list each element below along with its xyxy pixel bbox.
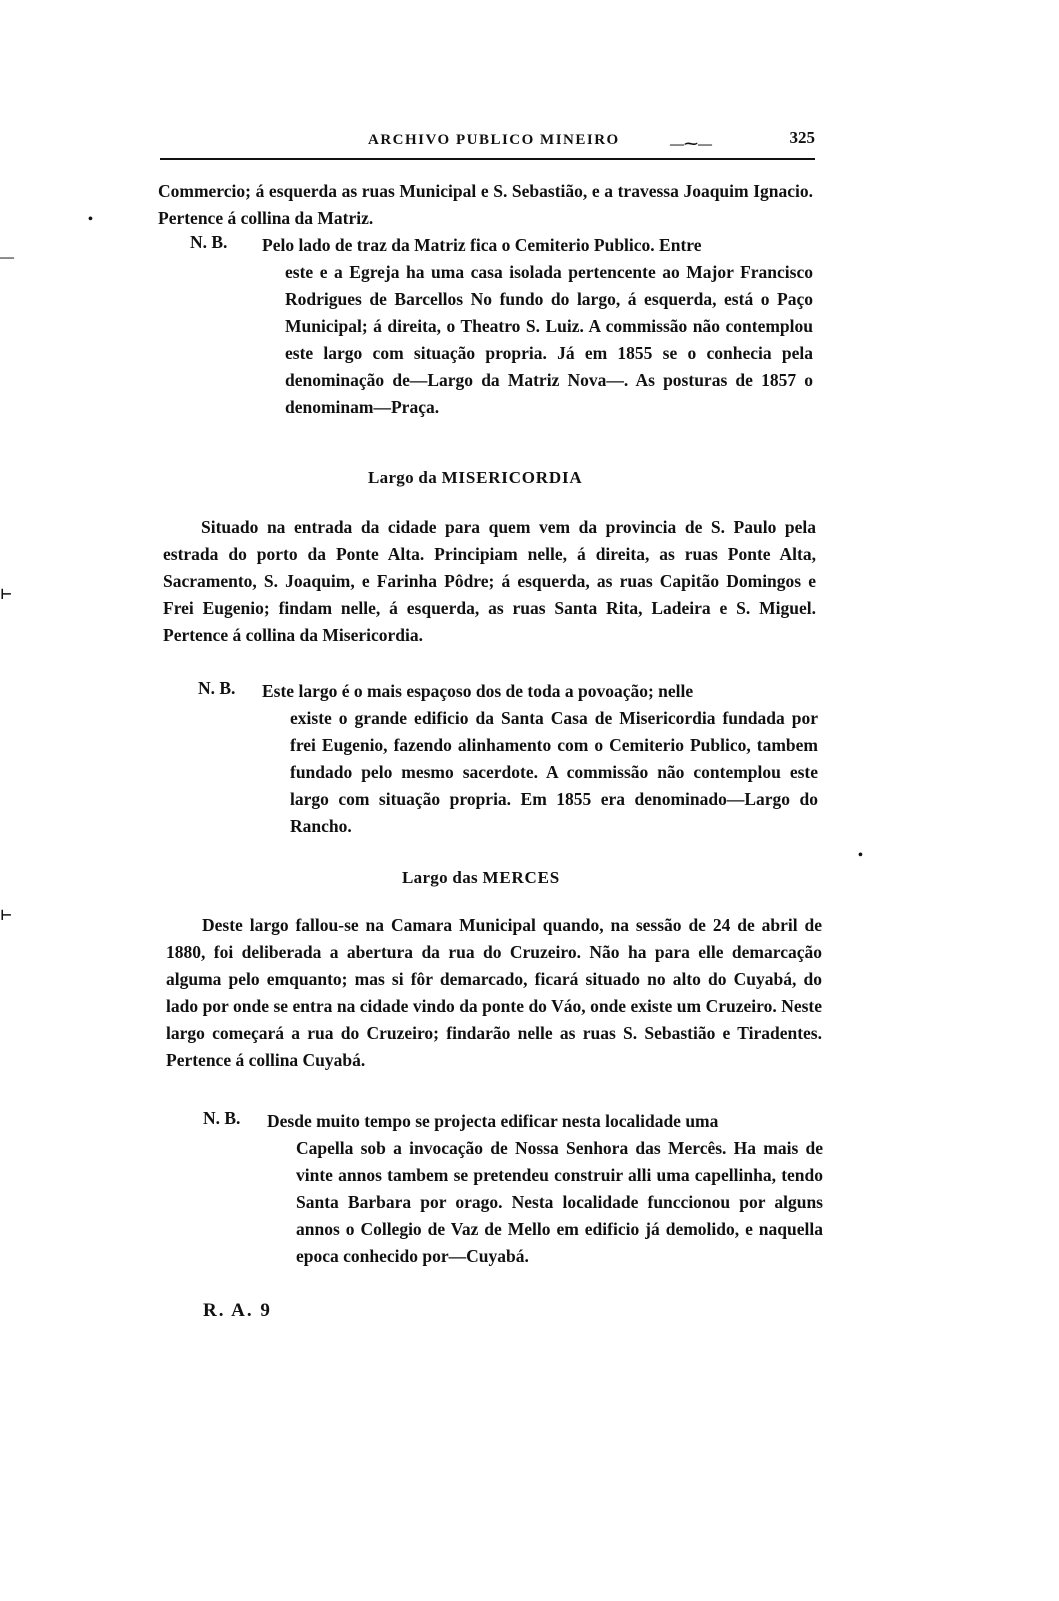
section-heading-merces: [402, 868, 560, 888]
nb-label: N. B.: [190, 232, 228, 252]
nb-first-line: Pelo lado de traz da Matriz fica o Cemiterio Publico. Entre: [262, 235, 702, 255]
margin-mark-icon: ⊢: [0, 909, 13, 924]
nb-first-line: Desde muito tempo se projecta edificar nesta localidade uma: [267, 1111, 719, 1131]
misericordia-paragraph: Situado na entrada da cidade para quem vem da provincia de S. Paulo pela estrada do porto da Ponte Alta. Principiam nelle, á direita, as ruas Ponte Alta, Sacramento, S. Joaquim, e Farinha Pôdre; á esquerda, as ruas Capitão Domingos e Frei Eugenio; findam nelle, á esquerda, as ruas Santa Rita, Ladeira e S. Miguel. Pertence á collina da Misericordia.: [163, 517, 816, 645]
nb-label: N. B.: [198, 678, 236, 698]
running-title: ARCHIVO PUBLICO MINEIRO: [368, 132, 620, 148]
nb-paragraph: este e a Egreja ha uma casa isolada pertencente ao Major Francisco Rodrigues de Barcellos No fundo do largo, á esquerda, está o Paço Municipal; á direita, o Theatro S. Luiz. A commissão não contemplou este largo com situação propria. Já em 1855 se o conhecia pela denominação de—Largo da Matriz Nova—. As posturas de 1857 o denominam—Praça.: [285, 262, 813, 417]
merces-paragraph: Deste largo fallou-se na Camara Municipal quando, na sessão de 24 de abril de 1880, foi deliberada a abertura da rua do Cruzeiro. Não ha para elle demarcação alguma pelo emquanto; mas si fôr demarcado, ficará situado no alto do Cuyabá, do lado por onde se entra na cidade vindo da ponte do Váo, onde existe um Cruzeiro. Neste largo começará a rua do Cruzeiro; findarão nelle as ruas S. Sebastião e Tiradentes. Pertence á collina Cuyabá.: [166, 915, 822, 1070]
section-heading-misericordia: [368, 468, 582, 488]
margin-dot-icon: •: [88, 212, 93, 227]
margin-dot-icon: •: [858, 848, 863, 863]
intro-paragraph: Commercio; á esquerda as ruas Municipal e S. Sebastião, e a travessa Joaquim Ignacio. Pertence á collina da Matriz.: [158, 181, 813, 228]
heading-prefix: Largo da: [368, 468, 437, 487]
margin-mark-icon: —: [0, 250, 14, 265]
heading-prefix: Largo das: [402, 868, 478, 887]
page-number: 325: [789, 128, 815, 147]
margin-mark-icon: ⊢: [0, 588, 13, 603]
header-rule: [160, 158, 815, 160]
nb-label: N. B.: [203, 1108, 241, 1128]
nb-first-line: Este largo é o mais espaçoso dos de toda a povoação; nelle: [262, 681, 694, 701]
nb-paragraph: Capella sob a invocação de Nossa Senhora das Mercês. Ha mais de vinte annos tambem se pretendeu construir alli uma capellinha, tendo Santa Barbara por orago. Nesta localidade funccionou por alguns annos o Collegio de Vaz de Mello em edificio já demolido, e naquella epoca conhecido por—Cuyabá.: [296, 1138, 823, 1266]
heading-name: MERCES: [482, 868, 561, 887]
page-header: [160, 128, 815, 158]
nb-paragraph: existe o grande edificio da Santa Casa de Misericordia fundada por frei Eugenio, fazendo alinhamento com o Cemiterio Publico, tambem fundado pelo mesmo sacerdote. A commissão não contemplou este largo com situação propria. Em 1855 era denominado—Largo do Rancho.: [290, 708, 818, 836]
signature-mark: R. A. 9: [203, 1300, 272, 1321]
heading-name: MISERICORDIA: [441, 468, 583, 487]
ornament-icon: —⁓—: [670, 137, 712, 152]
